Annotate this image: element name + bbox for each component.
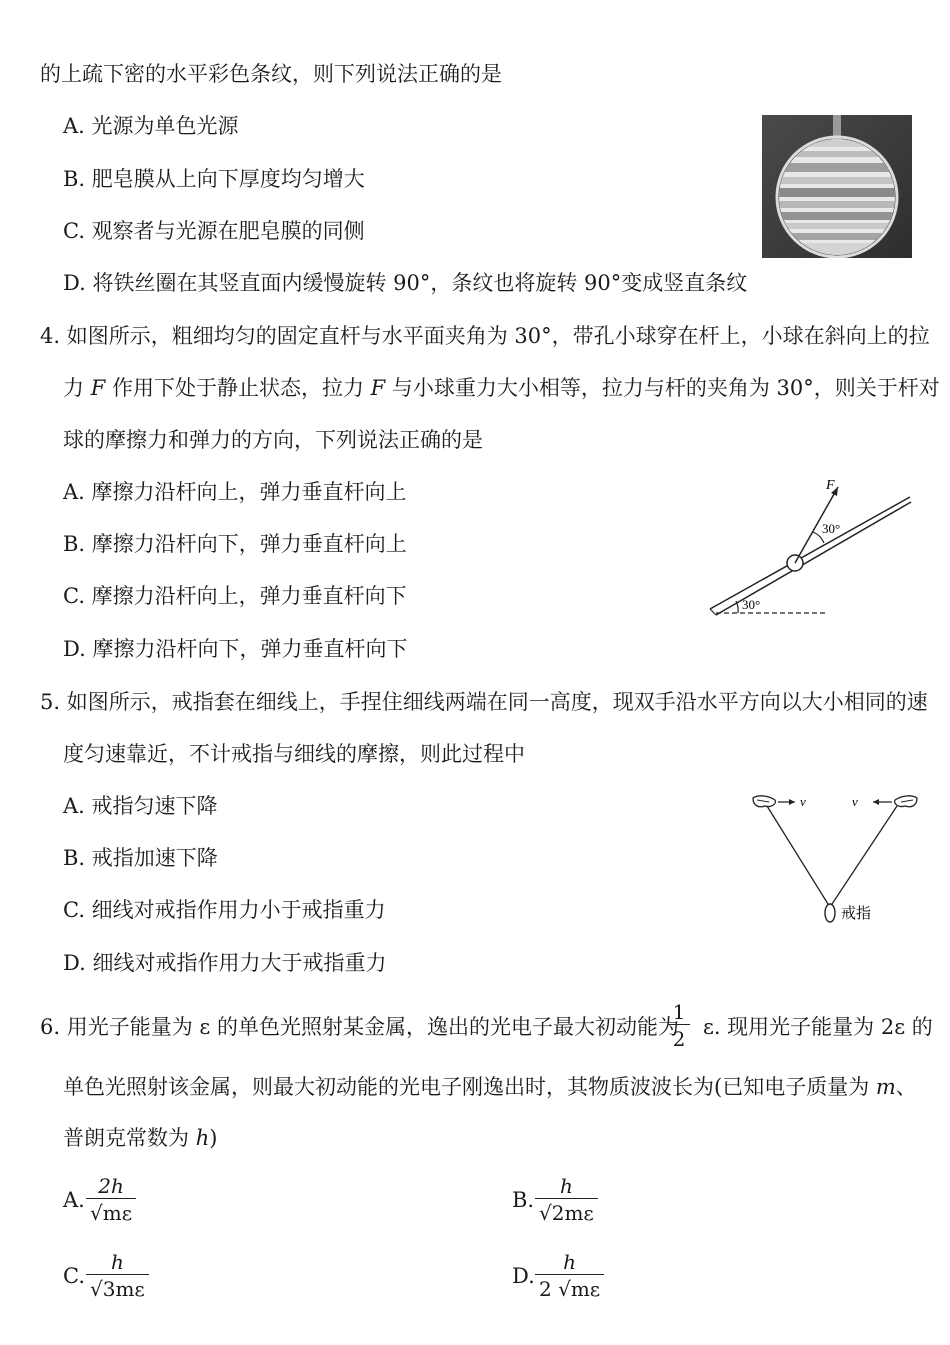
ring-label: 戒指 — [841, 904, 872, 922]
q3-option-b: B. 肥皂膜从上向下厚度均匀增大 — [63, 167, 365, 191]
soap-film-photo — [762, 115, 912, 258]
q4-stem-line2: 力 F 作用下处于静止状态，拉力 F 与小球重力大小相等，拉力与杆的夹角为 30°，则关于杆对 — [63, 376, 940, 400]
q6-option-b-label: B. — [512, 1188, 535, 1212]
q4-stem-line1: 4. 如图所示，粗细均匀的固定直杆与水平面夹角为 30°，带孔小球穿在杆上，小球在斜向上的拉 — [40, 324, 930, 348]
q4-stem-line3: 球的摩擦力和弹力的方向，下列说法正确的是 — [63, 428, 483, 452]
q5-option-a: A. 戒指匀速下降 — [63, 794, 218, 818]
left-hand-icon — [753, 796, 775, 807]
q4-option-b: B. 摩擦力沿杆向下，弹力垂直杆向上 — [63, 532, 407, 556]
q5-stem-line1: 5. 如图所示，戒指套在细线上，手捏住细线两端在同一高度，现双手沿水平方向以大小相同的速 — [40, 690, 928, 714]
angle-label-bottom: 30° — [742, 597, 761, 612]
q6-stem-line2: 单色光照射该金属，则最大初动能的光电子刚逸出时，其物质波波长为(已知电子质量为 m、 — [63, 1075, 917, 1099]
q6-option-d-label: D. — [512, 1264, 535, 1288]
q6-option-a-label: A. — [63, 1188, 85, 1212]
q5-option-d: D. 细线对戒指作用力大于戒指重力 — [63, 951, 387, 975]
q3-continuation: 的上疏下密的水平彩色条纹，则下列说法正确的是 — [40, 62, 502, 86]
right-hand-icon — [895, 796, 917, 807]
q3-option-c: C. 观察者与光源在肥皂膜的同侧 — [63, 219, 365, 243]
q6-half-fraction: $\frac{1}{2}$ — [668, 1000, 690, 1051]
q4-option-a: A. 摩擦力沿杆向上，弹力垂直杆向上 — [63, 480, 407, 504]
q5-option-c: C. 细线对戒指作用力小于戒指重力 — [63, 898, 386, 922]
q5-stem-line2: 度匀速靠近，不计戒指与细线的摩擦，则此过程中 — [63, 742, 525, 766]
q4-option-c: C. 摩擦力沿杆向上，弹力垂直杆向下 — [63, 584, 407, 608]
ring-icon — [825, 904, 835, 922]
v-right-label: v — [852, 794, 858, 809]
q6-option-b-fraction: $\frac{h}{√2m\varepsilon}$ — [535, 1174, 598, 1225]
q6-stem-line1: 6. 用光子能量为 ε 的单色光照射某金属，逸出的光电子最大初动能为 ε. 现用光子能量为 2ε 的 — [40, 1015, 933, 1039]
incline-rod-figure — [700, 475, 920, 620]
ring-string-figure — [745, 790, 925, 930]
v-left-label: v — [800, 794, 806, 809]
q6-stem-line3: 普朗克常数为 h) — [63, 1126, 218, 1150]
q6-option-c-fraction: $\frac{h}{√3m\varepsilon}$ — [86, 1250, 149, 1301]
q6-option-c-label: C. — [63, 1264, 85, 1288]
q3-option-a: A. 光源为单色光源 — [63, 114, 239, 138]
q6-option-a-fraction: $\frac{2h}{√m\varepsilon}$ — [86, 1174, 136, 1225]
force-label: F — [826, 478, 835, 493]
q6-option-d-fraction: $\frac{h}{2 √m\varepsilon}$ — [535, 1250, 604, 1301]
angle-label-top: 30° — [822, 521, 841, 536]
q3-option-d: D. 将铁丝圈在其竖直面内缓慢旋转 90°，条纹也将旋转 90°变成竖直条纹 — [63, 271, 748, 295]
q4-option-d: D. 摩擦力沿杆向下，弹力垂直杆向下 — [63, 637, 408, 661]
q5-option-b: B. 戒指加速下降 — [63, 846, 218, 870]
